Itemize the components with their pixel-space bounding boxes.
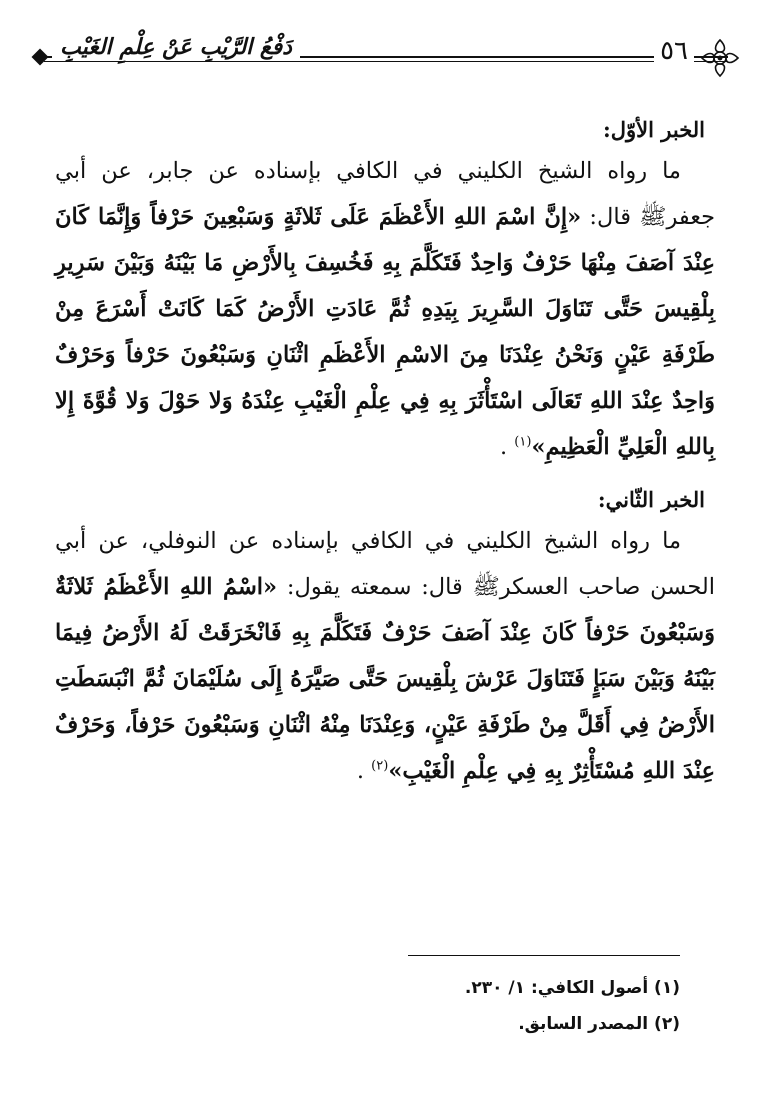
footnote-divider [408, 955, 680, 956]
footnote-ref-2[interactable]: (٢) [371, 758, 389, 774]
page-header [30, 28, 742, 84]
sentence-end: . [356, 758, 372, 784]
hadith-quote: «إِنَّ اسْمَ اللهِ الأَعْظَمَ عَلَى ثَلاثَةٍ وَسَبْعِينَ حَرْفاً وَإِنَّمَا كَانَ عِنْدَ آصَفَ مِنْهَا حَرْفٌ وَاحِدٌ فَتَكَلَّمَ بِهِ فَخُسِفَ بِالأَرْضِ مَا بَيْنَهُ وَبَيْنَ سَرِيرِ بِلْقِيسَ حَتَّى تَنَاوَلَ السَّرِيرَ بِيَدِهِ ثُمَّ عَادَتِ الأَرْضُ كَمَا كَانَتْ أَسْرَعَ مِنْ طَرْفَةِ عَيْنٍ وَنَحْنُ عِنْدَنَا مِنَ الاسْمِ الأَعْظَمِ اثْنَانِ وَسَبْعُونَ حَرْفاً وَحَرْفٌ وَاحِدٌ عِنْدَ اللهِ تَعَالَى اسْتَأْثَرَ بِهِ فِي عِلْمِ الْغَيْبِ عِنْدَهُ وَلا حَوْلَ وَلا قُوَّةَ إِلا بِاللهِ الْعَلِيِّ الْعَظِيمِ» [55, 204, 715, 460]
page-number: ٥٦ [654, 36, 694, 66]
diamond-ornament-icon [32, 49, 49, 66]
footnotes [60, 970, 680, 1042]
footnote-2: (٢) المصدر السابق. [518, 1014, 680, 1034]
floral-ornament-icon [698, 36, 742, 80]
hadith-quote: «اسْمُ اللهِ الأَعْظَمُ ثَلاثَةٌ وَسَبْعُونَ حَرْفاً كَانَ عِنْدَ آصَفَ حَرْفٌ فَتَكَلَّمَ بِهِ فَانْخَرَقَتْ لَهُ الأَرْضُ فِيمَا بَيْنَهُ وَبَيْنَ سَبَإٍ فَتَنَاوَلَ عَرْشَ بِلْقِيسَ حَتَّى صَيَّرَهُ إِلَى سُلَيْمَانَ ثُمَّ انْبَسَطَتِ الأَرْضُ فِي أَقَلَّ مِنْ طَرْفَةِ عَيْنٍ، وَعِنْدَنَا مِنْهُ اثْنَانِ وَسَبْعُونَ حَرْفاً، وَحَرْفٌ عِنْدَ اللهِ مُسْتَأْثِرٌ بِهِ فِي عِلْمِ الْغَيْبِ» [55, 574, 715, 784]
hadith-second [55, 518, 715, 794]
footnote-1: (١) أصول الكافي: ١/ ٢٣٠. [464, 978, 680, 998]
said-label: قال: [581, 204, 631, 230]
section-heading-first: الخبر الأوّل: [603, 117, 705, 142]
main-text [55, 112, 715, 794]
hadith-intro: ما رواه الشيخ الكليني في الكافي بإسناده عن النوفلي، عن أبي الحسن صاحب العسكر [55, 528, 715, 600]
salutation-mark: ﷺ [472, 574, 500, 600]
salutation-mark: ﷺ [639, 204, 667, 230]
spacer [55, 470, 715, 482]
hadith-first [55, 148, 715, 470]
hadith-intro: ما رواه الشيخ الكليني في الكافي بإسناده عن جابر، عن أبي جعفر [55, 158, 715, 230]
sentence-end: . [499, 434, 515, 460]
section-heading-second: الخبر الثّاني: [597, 487, 705, 512]
said-label: قال: سمعته يقول: [277, 574, 473, 600]
header-rule-thin [44, 61, 728, 62]
footnote-ref-1[interactable]: (١) [514, 434, 532, 450]
running-title: دَفْعُ الرَّيْبِ عَنْ عِلْمِ الغَيْبِ [52, 34, 300, 60]
